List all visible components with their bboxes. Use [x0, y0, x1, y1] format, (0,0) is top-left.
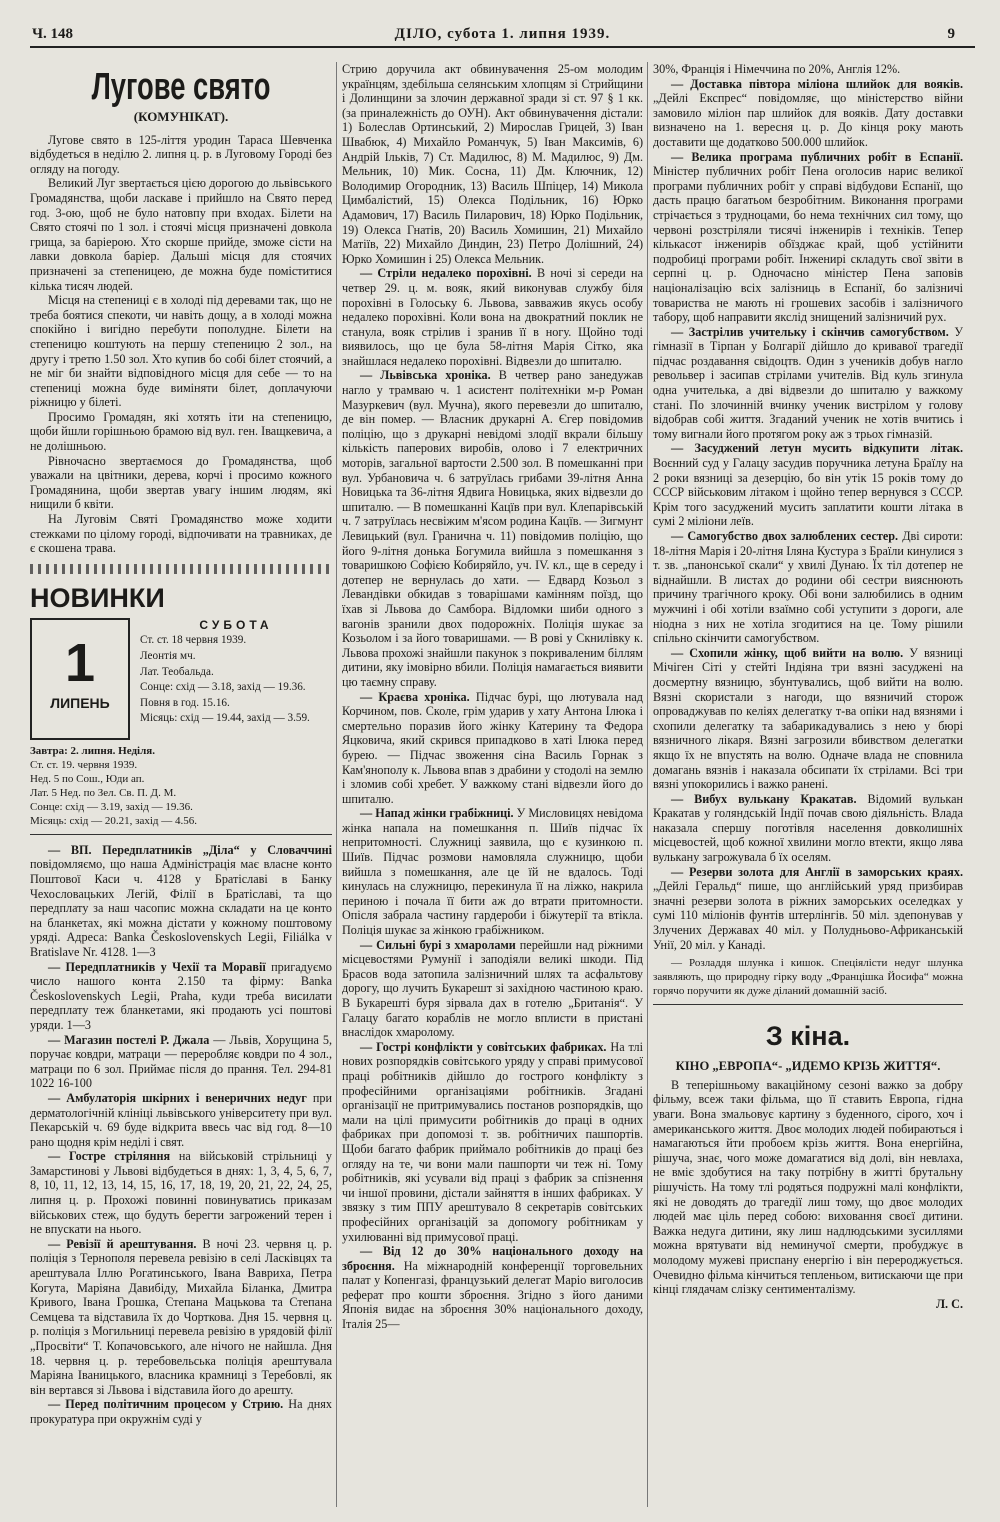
calendar-line: Лат. Теобальда.	[140, 665, 214, 678]
news-text: — Львів, Хорущина 5, поручає ковдри, матраци — переробляє ковдри по 4 зол., матраци по 6 зол. Приймає після до прання. Тел. 294-81 1022 16-100	[30, 1032, 332, 1091]
news-item	[653, 150, 963, 325]
news-text: Воєнний суд у Галацу засудив поручника летуна Браїлу на 2 роки вязниці за дезерцію, бо він утік 15 років тому до СССР військовим літаком і щойно тепер вернувся з СССР. Крім того засуджений мусить заплатити кошти літака в сумі 2 міліони леїв.	[653, 456, 963, 529]
news-item	[30, 1149, 332, 1237]
news-text: У Мисловицях невідома жінка напала на помешкання п. Шиїв підчас їх непритомності. Служниці заявила, що є кузинкою п. Шиїв. Підчас розмови намовляла служницю, щоби вийшла з помешкання, але це їй не вдалось. Тоді кинулась на служницю, перекинула її на ліжко, накрила периною і почала її бити аж до втрати притомности. Опісля забрала частину гардероби і біжутерії та втікла. Поліція шукає за жінкою грабіжником.	[342, 806, 643, 938]
news-heading: — Амбулаторія шкірних і венеричних недуг	[48, 1090, 307, 1105]
column-1	[30, 62, 332, 1507]
paragraph: Великий Луг звертається цією дорогою до львівського Громадянства, щоби ласкаве і прийшло на Свято перед год. 3-ою, щоб не було натовпу при входах. Білети на Свято стоячі по 1 зол. і стоячі місця призначені довкола грища, за баріерою. Хто скорше прийде, зможе сісти на лавки довкола баріер. Дальші місця для стоячих призначені за степеницею, де можна буде поміститися кілька тисяч людей.	[30, 176, 332, 293]
calendar-box	[30, 618, 332, 740]
news-text: У вязниці Мічіген Сіті у стейті Індіяна три вязні засуджені на досмертну вязницю, збунтувались, щоб вийти на волю. Вязні скористали з нагоди, що вязничий сторож опроваджував по келіях делегатку т-ва опіки над вязнями і схопили делегатку та забарикадувались з нею у бюрі вязничного лікаря. Вязні загрозили вбивством делегатки якщо їх не впустять на волю. Одначе влада не сповнила домагань вязнів і наказала обсипати їх стрілами. Всі три вязні упокорились і важко ранені.	[653, 645, 963, 792]
news-text: при дерматологічній клініці львівського університету при вул. Пекарській ч. 69 буде відкрита ввесь час від год. 8—10 рано щодня крім неділі і свят.	[30, 1090, 332, 1149]
tomorrow-line: Лат. 5 Нед. по Зел. Св. П. Д. М.	[30, 786, 177, 799]
news-text: В четвер рано занедужав нагло у трамваю ч. 1 асистент політехніки м-р Роман Мазуркевич (вул. Мучна), якого перевезли до шпиталю, де він помер. — Власник друкарні А. Єгер повідомив поліцію, що з друкарні невідомі злодії вкрали більшу кількість паперових виробів, олово і 7 електричних моторів, загальної вартости 2.500 зол. В помешканні при вул. Урбановича ч. 6 затруїлась грибами 39-літня Анна Новицька та 36-літня Ядвига Новицька, яких відвезли до шпиталю. — В помешканні Кацїв при вул. Клепарівській ч. 7 затруїлась несвіжим м'ясом родина Кацїв. — Зигмунт Левицький (вул. Гранична ч. 11) повідомив поліцію, що його 9-літня донька Богумила вийшла з помешкання з товаришкою Софією Кобиряйло, уч. IV. кл., ще в середу і дотепер не вернулась до хати. — Едвард Козьол з Левандівки обкидав з товарішами камінням поїзд, що їхав зі Львова до Самбора. Відломки шиби одного з вагонів зранили двох подорожніх. Поліція шукає за Козьолом і за його товаришами. — В рові у Скнилівку к. Львова прохожі знайшли пакунок з покриваленим біллям дитини, яку імовірно вбили. Поліція намагається виявити цю таємну справу.	[342, 368, 643, 689]
column-3	[653, 62, 963, 1507]
news-heading: — Стріли недалеко порохівні.	[360, 266, 532, 281]
column-2	[342, 62, 643, 1507]
news-heading: — Застрілив учительку і скінчив самогубством.	[671, 324, 949, 339]
news-text: У гімназії в Тірпан у Болгарії дійшло до кривавої трагедії підчас роздавання свідоцтв. Один з учеників добув нагло револьвер і засипав стрілами учителів. Від куль згинула одна учителька, а дві відвезли до шпиталю у важкому стані. По злочинній вчинку ученик вистрілом у голову відобрав собі життя. Згаданий ученик не хотів вчитись і тому вигнали його протягом року аж з трьох гімназій.	[653, 324, 963, 441]
calendar-line: Ст. ст. 18 червня 1939.	[140, 634, 247, 647]
news-item	[30, 960, 332, 1033]
calendar-line: Повня в год. 15.16.	[140, 696, 230, 709]
calendar-line: Місяць: схід — 19.44, захід — 3.59.	[140, 712, 310, 725]
page-number: 9	[947, 26, 955, 42]
news-heading: — Схопили жінку, щоб вийти на волю.	[671, 645, 904, 660]
weekday: СУБОТА	[199, 617, 273, 632]
masthead	[30, 26, 975, 48]
news-item	[653, 529, 963, 646]
paragraph: На Луговім Святі Громадянство може ходити стежками по цілому городі, відпочивати на травниках, де є скошена трава.	[30, 512, 332, 556]
news-text: На тлі нових розпорядків совітського уряду у справі примусової праці робітників дійшло до гострого конфлікту з професійними організаціями робітників. Згадані організації не притримувались постанов розпорядків, що мали на цілі примусити робітників до праці в одних фабриках при допомозі т. зв. робітничих пашпортів. Щоби багато фабрик приймало робітників до праці без огляду на те, чи вони мали пашпорти чи теж ні. Тому робітників, які усували від праці з фабрик за спізнення чи іншої провини, дістали зайняття в інших фабриках. У звязку з тим ППУ арештувало 8 секретарів совітських професійних організацій за допомогу робітникам у ухилюванні від примусової праці.	[342, 1039, 643, 1244]
news-text: Дві сироти: 18-літня Марія і 20-літня Іляна Кустура з Браїли кинулися з т. зв. „панонської скали“ у хвилі Дунаю. Їх тіл дотепер не віднайшли. В листах до родини обі сестри вияснюють причину трагічного кроку. Обі вони залюбились в одним мужчині і обі хотіли взаїмно собі уступити з дороги, але ніодна з них не хотіла згодитися на це. Тому рішили спільно скінчити самогубством.	[653, 529, 963, 646]
news-item	[653, 646, 963, 792]
section-title: НОВИНКИ	[30, 582, 165, 613]
tomorrow-info	[30, 744, 332, 828]
news-text: на військовій стрільниці у Замарстинові у Львові відбудеться в днях: 1, 3, 4, 5, 6, 7, 8, 10, 11, 12, 13, 14, 15, 16, 17, 18, 19, 20, 21, 22, 24, 25, липня ц. р. Прохожі повинні повинуватись приказам військових стеж, що будуть берегти загрожений терен і не впускати на нього.	[30, 1149, 332, 1237]
ornament-divider	[30, 564, 332, 574]
paragraph: Місця на степениці є в холоді під деревами так, що не треба боятися спекоти, чи навіть дощу, а в холоді можна спокійно і вигідно перебути пополудне. Білети на степеницю коштують на першу степеницю 2 зол., на другу і третю 1.50 зол. Хто купив бо собі білет стоячий, а не міг би знайти відповідного місця для себе — то на степениці можна буде виміняти білет, доплачуючи ріжницю у білеті.	[30, 293, 332, 410]
news-heading: — ВП. Передплатників „Діла“ у Словаччині	[48, 842, 332, 857]
paragraph: Лугове свято в 125-ліття уродин Тараса Шевченка відбудеться в неділю 2. липня ц. р. в Луговому Городі без огляду на погоду.	[30, 132, 332, 176]
news-heading: — Від 12 до 30% національного доходу на зброєння.	[342, 1244, 643, 1273]
news-text: повідомляємо, що наша Адміністрація має власне конто Поштової Каси ч. 4128 у Братіславі в Банку Чехословацьких Легій, Філії в Братіславі, та що передплату за наш часопис можна складати на це конто на бланкетах, які можна дістати у кожному поштовому уряді. Адреса: Banka Československych Legii, Filiálka v Bratislave Nr. 4128. 1—3	[30, 857, 332, 959]
news-item	[653, 865, 963, 953]
news-item	[30, 1033, 332, 1091]
divider	[30, 834, 332, 835]
news-item	[342, 806, 643, 937]
tomorrow-line: Сонце: схід — 3.19, захід — 19.36.	[30, 800, 193, 813]
news-heading: — Вибух вулькану Кракатав.	[671, 791, 857, 806]
calendar-info	[130, 618, 332, 740]
news-text: „Дейлі Експрес“ повідомляє, що міністерство війни замовило міліон пар шлийок для вояків. Дату доставки визначено на 1. вересня ц. р. До кінця року мають доставити ще додатково 500.000 шлийок.	[653, 91, 963, 149]
news-item	[30, 1397, 332, 1426]
article-subtitle: (КОМУНІКАТ).	[133, 109, 229, 124]
date-block	[30, 618, 130, 740]
news-item	[342, 938, 643, 1040]
column-rule	[647, 62, 648, 1507]
paragraph: Стрию доручила акт обвинувачення 25-ом молодим українцям, здебільша селянським хлопцям зі Стрийщини і Долинщини за злочин державної зради зі ст. 97 § 1 кк. (за приналежність до ОУН). Акт обвинувачення дістали: 1) Болеслав Ортинський, 2) Мирослав Грицей, 3) Іван Швабюк, 4) Михайло Романчук, 5) Іван Максимів, 6) Андрій Ільків, 7) Ст. Мадилюс, 8) М. Мадилюс, 9) Дм. Мельник, 10) Мик. Сосна, 11) Дм. Ключник, 12) Володимир Огородник, 13) Василь Шпіцер, 14) Микола Цимбалістий, 15) Олекса Подільник, 16) Юрко Адамович, 17) Василь Пиларович, 18) Юрко Подільник, 19) Олекса Гнатів, 20) Василь Хомишин, 21) Михайло Матіїв, 22) Михайло Диндин, 23) Петро Долішний, 24) Юрко Хомишин і 25) Олекса Мельник.	[342, 62, 643, 266]
section-title: З кіна.	[765, 1021, 851, 1052]
news-item	[653, 792, 963, 865]
news-heading: — Гострі конфлікти у совітських фабриках.	[360, 1039, 607, 1054]
paragraph: Рівночасно звертаємося до Громадянства, щоб уважали на цвітники, дерева, корчі і просимо кожного Громадянина, щоби звертав увагу іншим людям, які нищили б квіти.	[30, 453, 332, 512]
review-text: В теперішньому вакаційному сезоні важко за добру фільму, всеж таки фільма, що її ставить Европа, гідна уваги. Вона змальовує картину з буденного, сірого, хоч і американського життя. Двоє молодих людей побираються і намагаються йти пробоєм крізь життя. Вона енергійна, рішуча, знає, чого може домагатися від долі, він невлаха, не вміє здобутися на таку потрібну в житті брутальну рішучість. На тому тлі родяться подружні малі конфлікти, які не доводять до трагедії лиш тому, що двоє молодих людей має ціль перед собою: виховання своєї дитини. Важка недуга дитини, яку лиш надлюдськими зусиллями можна врятувати від неминучої смерти, пробуджує в молодому мужеві приспану енергію і він перероджується. Очевидно фільма кінчиться тепленьом, витискаючи ще при кінці глядачам слізку сентименталізму.	[653, 1077, 963, 1297]
news-heading: — Самогубство двох залюблених сестер.	[671, 529, 899, 543]
news-text: перейшли над ріжними місцевостями Румунії і заподіяли великі шкоди. Під Брасов вода затопила залізничний шлях та асфальтову дорогу, що лучить Букарешт зі західною частиною краю. В Букарешті буря зірвала дах в готелю „Британія“. У Галацу багато кораблів не могло вплисти в пристані внаслідок хмаролому.	[342, 937, 643, 1040]
newspaper-title: ДІЛО, субота 1. липня 1939.	[394, 26, 611, 42]
news-heading: — Львівська хроніка.	[360, 368, 491, 383]
news-item	[653, 325, 963, 442]
tomorrow-line: Ст. ст. 19. червня 1939.	[30, 758, 138, 771]
news-item	[342, 266, 643, 368]
date-month: ЛИПЕНЬ	[50, 694, 110, 711]
news-heading: — Ревізії й арештування.	[48, 1236, 197, 1251]
tomorrow-line: Нед. 5 по Сош., Юди ап.	[30, 772, 145, 785]
divider	[653, 1004, 963, 1005]
news-heading: — Передплатників у Чехії та Моравії	[48, 959, 266, 974]
news-heading: — Краєва хроніка.	[360, 689, 470, 704]
news-item	[653, 77, 963, 150]
news-heading: — Резерви золота для Англії в заморських краях.	[671, 864, 963, 879]
news-heading: — Велика програма публичних робіт в Еспанії.	[671, 149, 963, 164]
review-title: КІНО „ЕВРОПА“- „ИДЕМО КРІЗЬ ЖИТТЯ“.	[675, 1059, 941, 1074]
news-item	[30, 843, 332, 960]
paragraph: Просимо Громадян, які хотять іти на степеницю, щоби йшли горішньою брамою від вул. ген. Іващкевича, а не долішньою.	[30, 409, 332, 454]
column-rule	[336, 62, 337, 1507]
cinema-section	[653, 1019, 963, 1311]
news-heading: — Гостре стріляння	[48, 1149, 171, 1164]
author-signature: Л. С.	[935, 1296, 963, 1311]
paragraph: 30%, Франція і Німеччина по 20%, Англія 12%.	[653, 62, 901, 76]
news-item	[653, 441, 963, 529]
news-text: На днях прокуратура при окружнім суді у	[30, 1397, 332, 1426]
news-item	[30, 1237, 332, 1398]
news-heading: — Магазин постелі Р. Джала	[48, 1032, 210, 1047]
news-text: На міжнародній конференції торговельних палат у Копенгазі, французький делегат Маріо виголосив реферат про кошти зброєння. Згідно з його даними Японія видає на зброєння 30% національного доходу, Італія 25—	[342, 1258, 643, 1332]
news-text: Міністер публичних робіт Пена оголосив нарис великої програми публичних робіт у справі відбудови Еспанії, що дасть працю багатьом безробітним. Виконання програми стрічається з трудноцами, бо нема технічних сил тому, що червоні розстріляли тисячі інженирів і техніків. Тепер кількасот інженирів обїзджає край, щоб устійнити подробиці програми робіт. Інженирі складуть свої звіти в серпні ц. р. Одночасно міністер Пена заповів націоналізацію всіх залізниць в Еспанії, бо залізничі товариства не мають ні грошевих засобів і залізничого табору, щоб направити якслід знищений залізничий рух.	[653, 164, 963, 325]
tomorrow-line: Місяць: схід — 20.21, захід — 4.56.	[30, 814, 198, 827]
news-item	[342, 368, 643, 689]
news-item	[30, 1091, 332, 1149]
date-day: 1	[64, 632, 96, 693]
news-text: Підчас бурі, що лютувала над Корчином, пов. Сколе, грім ударив у хату Антона Ілюка і смертельно поразив його жінку Катерину та Федора Яцковича, який скрився припадково в хаті Ілюка перед бурею. — Підчас звоження сіна Василь Горнак з Кам'янополу к. Львова впав з драбини у стодолі на землю і зломив собі хребет. У важкому стані відвезли його до шпиталю.	[342, 689, 643, 806]
news-item	[342, 1244, 643, 1332]
news-text: Відомий вулькан Кракатав у голяндській Індії почав свою діяльність. Влада наказала спершу поготівля населення довколишніх місцевостей, щоб кожної хвилини могло втекти, якщо лява вулькану загрожувала б їх оселям.	[653, 791, 963, 865]
tomorrow-line: Завтра: 2. липня. Неділя.	[30, 744, 155, 757]
news-heading: — Доставка півтора міліона шлийок для вояків.	[671, 76, 963, 91]
news-heading: — Перед політичним процесом у Стрию.	[48, 1397, 284, 1412]
news-text: В ночі зі середи на четвер 29. ц. м. вояк, який виконував службу біля порохівні в Голоську 6. Львова, завважив якусь особу недалеко порохівні. Коли вона на двократний поклик не станула, вояк стрілив і зранив її в ногу. Щойно тоді виявилось, що це була 58-літня Марія Сітко, яка знайшлася недалеко порохівні. Відвезли до шпиталю.	[342, 266, 643, 368]
news-text: пригадуємо число нашого конта 2.150 та фірму: Banka Československych Legii, Praha, куди треба висилати передплату теж бланкетами, які продають усі поштові уряди. 1—3	[30, 959, 332, 1032]
news-item	[342, 1040, 643, 1244]
advertisement: — Розладдя шлунка і кишок. Спеціялісти недуг шлунка заявляють, що природну гірку воду „Францішка Йосифа“ можна горячо поручити як дуже діланий домашній засіб.	[653, 957, 963, 998]
news-heading: — Сильні бурі з хмаролами	[360, 937, 516, 952]
news-text: В ночі 23. червня ц. р. поліція з Тернополя перевела ревізію в селі Ласківцях та арештувала Іллю Рогатинського, Івана Вавриха, Петра Когута, Маріяна Давибіду, Михайла Біланка, Дмитра Кривого, Івана Грошка, Степана Мацькова та Степана Семцева та відставила їх до Чорткова. Дня 15. червня ц. р. поліція з Могильниці перевела ревізію в урядовій філії „Просвіти“ Т. Копачовського, але нічого не найшла. Дня 18. червня ц. р. теребовельська поліція арештувала Маріяна Іваницького, власника крамниці з Теребовлі, як він вертався зі Львова і відставила його до арешту.	[30, 1236, 332, 1397]
issue-number: Ч. 148	[32, 26, 74, 42]
news-heading: — Напад жінки грабіжниці.	[360, 806, 514, 821]
news-heading: — Засуджений летун мусить відкупити літак.	[671, 441, 963, 456]
news-text: „Дейлі Геральд“ пише, що англійський уряд призбирав значні резерви золота в ріжних заморських оселедках у сумі 110 міліонів фунтів штерлінгів. 50 міл. здепонував у Злучених Державах 40 міл. у Полудньово-Африканській Унії, 20 міл. у Канаді.	[653, 879, 963, 952]
article-title: Лугове свято	[91, 66, 271, 108]
calendar-line: Леонтія мч.	[140, 650, 196, 662]
news-item	[342, 690, 643, 807]
calendar-line: Сонце: схід — 3.18, захід — 19.36.	[140, 681, 306, 694]
